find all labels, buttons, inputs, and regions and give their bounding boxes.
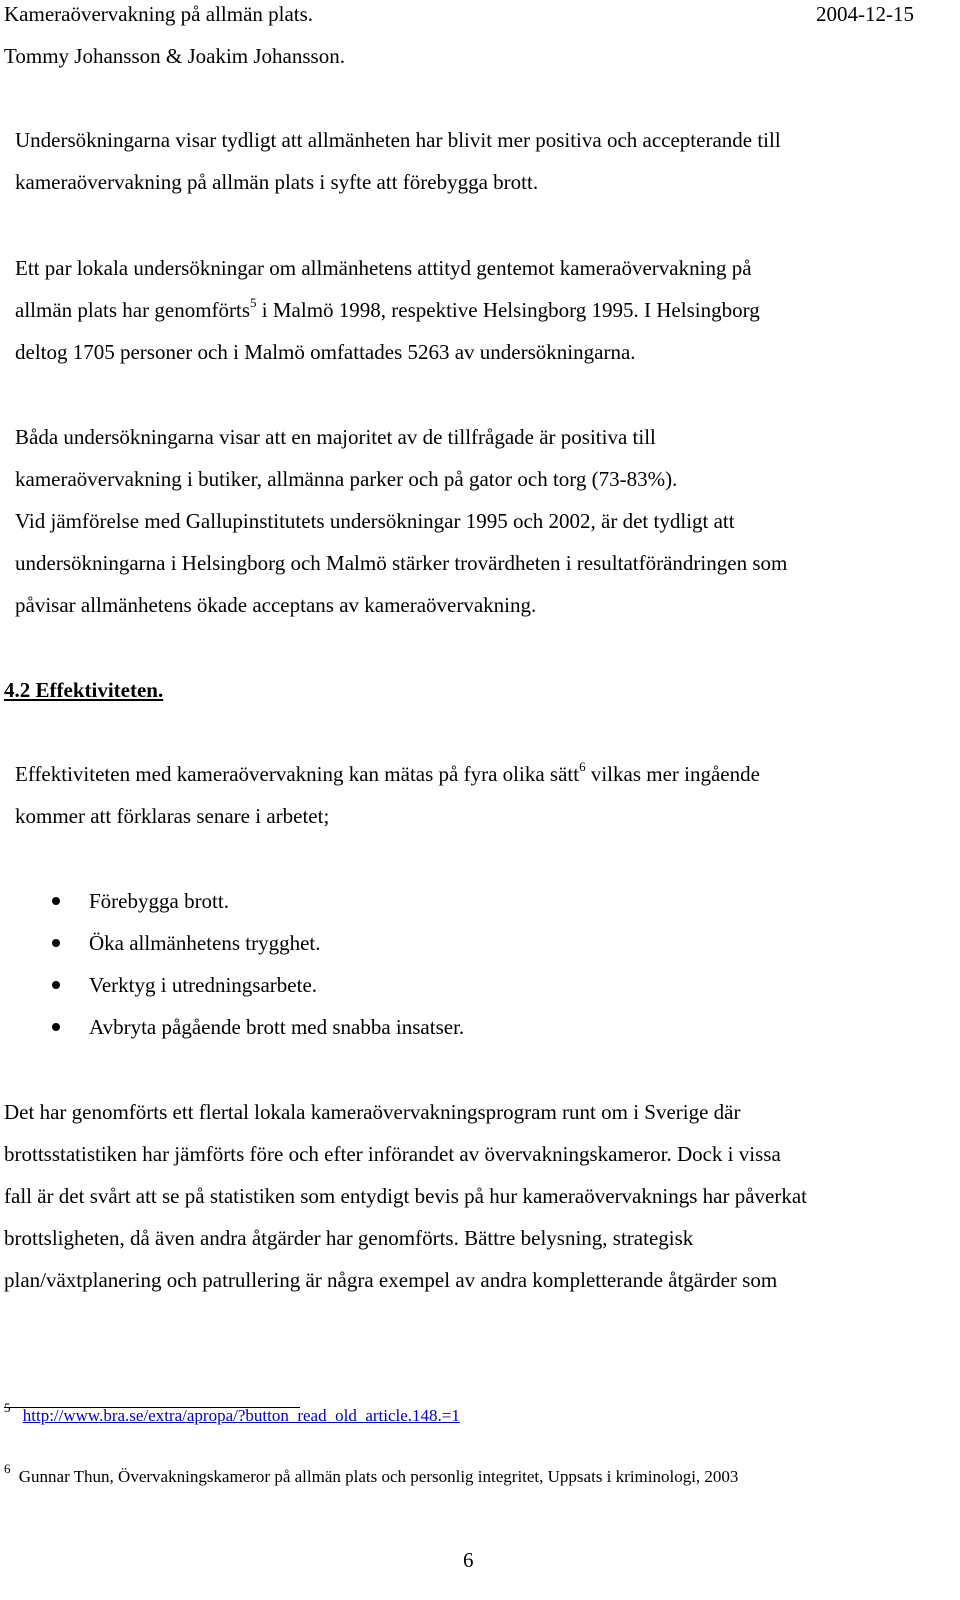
- text-segment: vilkas mer ingående: [585, 762, 760, 786]
- list-item-text: Öka allmänhetens trygghet.: [89, 931, 321, 955]
- text-line: Ett par lokala undersökningar om allmänhetens attityd gentemot kameraövervakning på: [15, 256, 752, 280]
- footnote-ref-6[interactable]: 6: [579, 759, 586, 774]
- text-line: plan/växtplanering och patrullering är några exempel av andra kompletterande åtgärder som: [4, 1268, 778, 1292]
- text-segment: i Malmö 1998, respektive Helsingborg 1995. I Helsingborg: [256, 298, 760, 322]
- bullet-icon: [52, 1023, 60, 1031]
- footnote-text: Gunnar Thun, Övervakningskameror på allmän plats och personlig integritet, Uppsats i kriminologi, 2003: [18, 1467, 739, 1486]
- text-line-with-footnote: [15, 296, 760, 324]
- footnote-number: 5: [4, 1400, 11, 1415]
- text-line: brottsligheten, då även andra åtgärder har genomförts. Bättre belysning, strategisk: [4, 1226, 694, 1250]
- text-line: Undersökningarna visar tydligt att allmänheten har blivit mer positiva och accepterande till: [15, 128, 781, 152]
- footnote-6: [4, 1461, 739, 1489]
- text-line: Båda undersökningarna visar att en majoritet av de tillfrågade är positiva till: [15, 425, 656, 449]
- footnote-ref-5[interactable]: 5: [250, 295, 257, 310]
- text-line: kameraövervakning på allmän plats i syfte att förebygga brott.: [15, 170, 539, 194]
- text-line-with-footnote: [15, 760, 760, 788]
- text-line: deltog 1705 personer och i Malmö omfattades 5263 av undersökningarna.: [15, 340, 636, 364]
- text-line: kommer att förklaras senare i arbetet;: [15, 804, 330, 828]
- page-number: 6: [463, 1548, 474, 1572]
- list-item-text: Förebygga brott.: [89, 889, 229, 913]
- text-line: fall är det svårt att se på statistiken som entydigt bevis på hur kameraövervaknings har påverkat: [4, 1184, 807, 1208]
- text-line: undersökningarna i Helsingborg och Malmö stärker trovärdheten i resultatförändringen som: [15, 551, 788, 575]
- header-title: Kameraövervakning på allmän plats.: [4, 2, 314, 26]
- text-line: kameraövervakning i butiker, allmänna parker och på gator och torg (73-83%).: [15, 467, 678, 491]
- footnote-5: [4, 1400, 460, 1428]
- bullet-icon: [52, 897, 60, 905]
- text-line: Vid jämförelse med Gallupinstitutets undersökningar 1995 och 2002, är det tydligt att: [15, 509, 735, 533]
- section-heading: 4.2 Effektiviteten.: [4, 678, 164, 702]
- bullet-icon: [52, 981, 60, 989]
- text-segment: Effektiviteten med kameraövervakning kan mätas på fyra olika sätt: [15, 762, 580, 786]
- text-line: Det har genomförts ett flertal lokala kameraövervakningsprogram runt om i Sverige där: [4, 1100, 741, 1124]
- list-item-text: Verktyg i utredningsarbete.: [89, 973, 318, 997]
- list-item-text: Avbryta pågående brott med snabba insatser.: [89, 1015, 465, 1039]
- footnote-number: 6: [4, 1461, 11, 1476]
- text-segment: allmän plats har genomförts: [15, 298, 251, 322]
- footnote-link[interactable]: http://www.bra.se/extra/apropa/?button_read_old_article.148.=1: [22, 1406, 460, 1425]
- text-line: brottsstatistiken har jämförts före och efter införandet av övervakningskameror. Dock i vissa: [4, 1142, 781, 1166]
- text-line: påvisar allmänhetens ökade acceptans av kameraövervakning.: [15, 593, 537, 617]
- header-date: 2004-12-15: [816, 2, 914, 26]
- header-authors: Tommy Johansson & Joakim Johansson.: [4, 44, 345, 68]
- bullet-icon: [52, 939, 60, 947]
